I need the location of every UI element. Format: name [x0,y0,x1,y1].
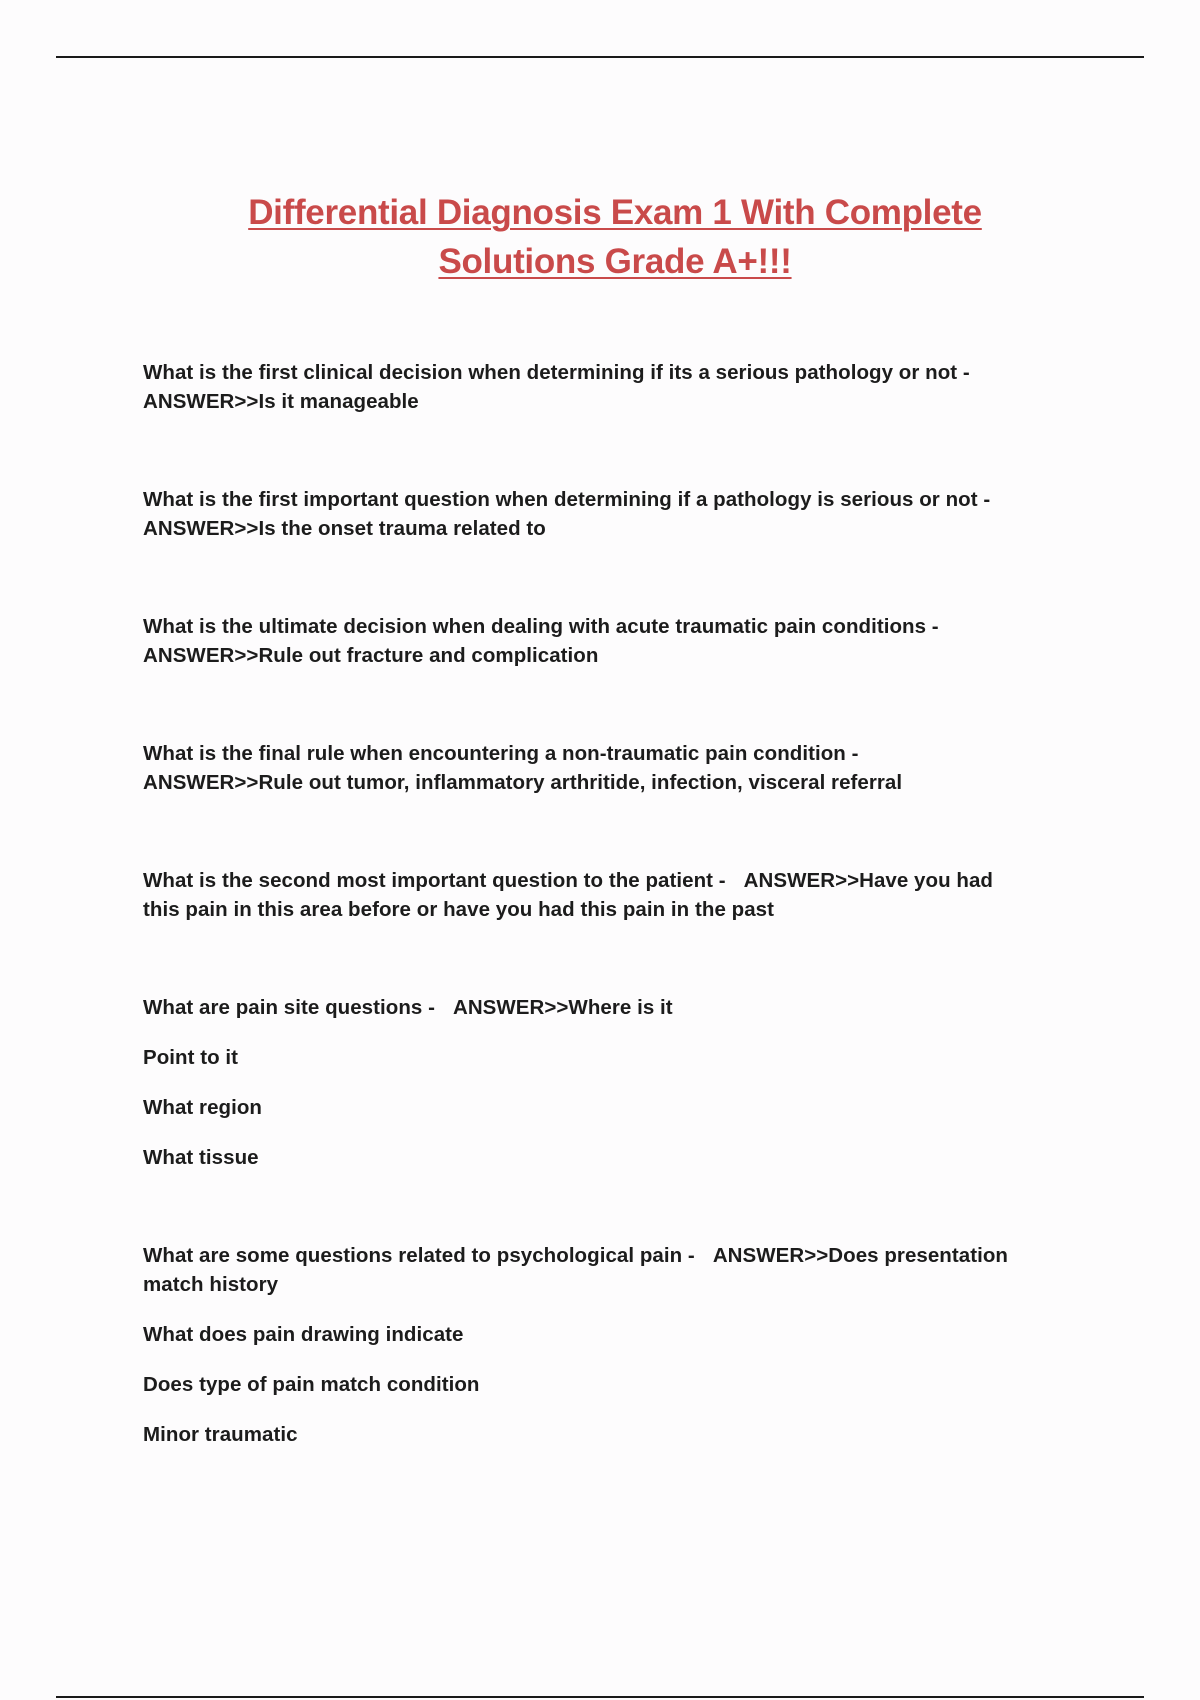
answer-extra-line: What does pain drawing indicate [143,1323,464,1346]
document-title [140,188,1090,286]
question-text: What are pain site questions - [143,996,435,1019]
answer-continuation: this pain in this area before or have you had this pain in the past [143,898,774,921]
answer-continuation: match history [143,1273,279,1296]
title-line-1: Differential Diagnosis Exam 1 With Complete [248,193,982,232]
question-text: What is the final rule when encountering a non-traumatic pain condition - [143,742,859,765]
question-text: What is the first important question when determining if a pathology is serious or not - [143,488,991,511]
qa-item-7 [143,1241,1103,1449]
bottom-rule [56,1696,1144,1698]
qa-item-4 [143,739,1103,797]
qa-item-1 [143,358,1103,416]
qa-first-line [143,1241,1103,1270]
answer-extra-line: What region [143,1096,262,1119]
top-rule [56,56,1144,58]
answer-text: ANSWER>>Rule out tumor, inflammatory arthritide, infection, visceral referral [143,771,903,794]
answer-text: ANSWER>>Rule out fracture and complication [143,644,599,667]
qa-first-line [143,993,1103,1022]
qa-list [143,358,1103,1449]
qa-first-line [143,866,1103,895]
answer-text: ANSWER>>Where is it [452,996,673,1019]
question-text: What is the second most important question to the patient - [143,869,726,892]
answer-text: ANSWER>>Is it manageable [143,390,419,413]
title-line-2: Solutions Grade A+!!! [438,242,792,281]
answer-extra-line: Point to it [143,1046,239,1069]
question-text: What is the ultimate decision when dealing with acute traumatic pain conditions - [143,615,939,638]
qa-item-5 [143,866,1103,924]
answer-extra-line: Minor traumatic [143,1423,298,1446]
answer-extra-line: What tissue [143,1146,259,1169]
question-text: What are some questions related to psychological pain - [143,1244,695,1267]
answer-text: ANSWER>>Does presentation [712,1244,1008,1267]
question-text: What is the first clinical decision when determining if its a serious pathology or not - [143,361,970,384]
qa-item-3 [143,612,1103,670]
answer-extra-line: Does type of pain match condition [143,1373,480,1396]
qa-item-6 [143,993,1103,1172]
answer-text: ANSWER>>Is the onset trauma related to [143,517,546,540]
qa-item-2 [143,485,1103,543]
answer-text: ANSWER>>Have you had [743,869,993,892]
